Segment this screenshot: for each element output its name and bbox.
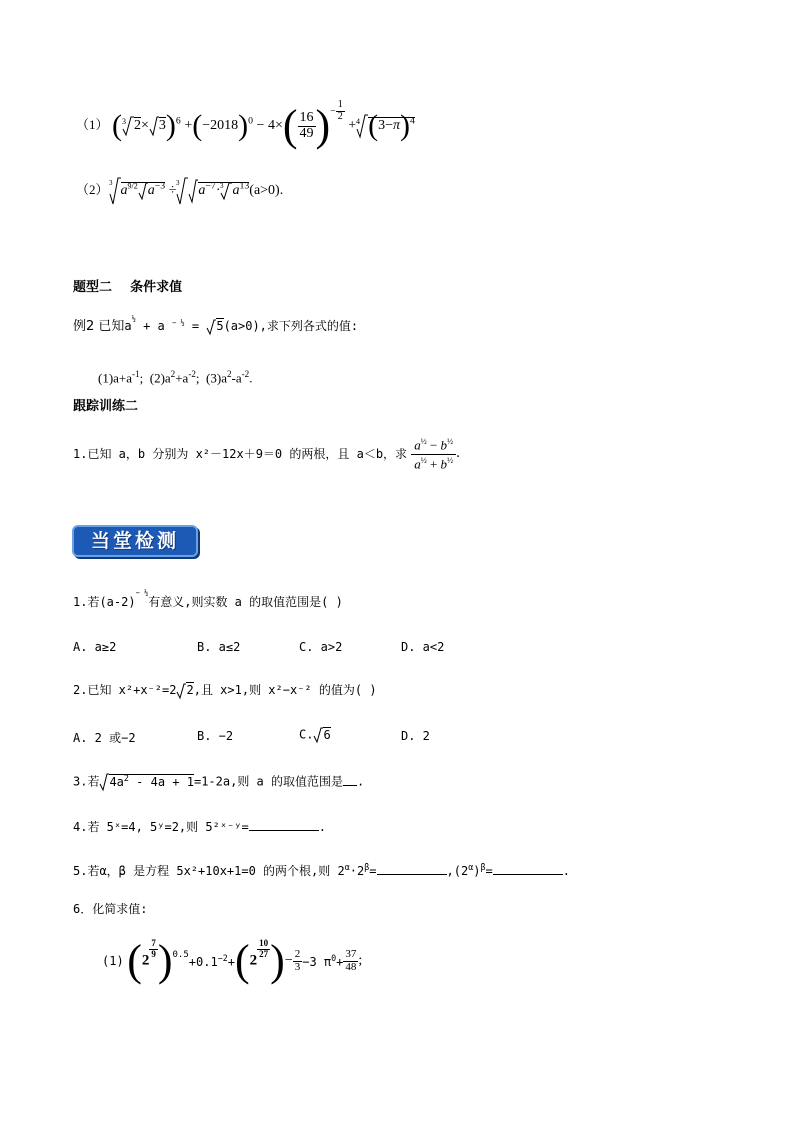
subpart-3: (3)a (206, 370, 227, 386)
quiz-q3: 3.若 $4a^2 - 4a + 1=1-2a$,则 a 的取值范围是 . (73, 772, 365, 789)
cube-root-sign (122, 115, 134, 137)
problem-2-label: （2） (76, 182, 109, 198)
quiz-q2-option-a[interactable]: A. 2 或−2 (73, 731, 136, 745)
in-class-check-banner (72, 525, 198, 557)
quiz-q1-head: 1.若(a-2) (73, 595, 136, 609)
quiz-q1-tail: 有意义,则实数 a 的取值范围是( ) (148, 595, 343, 609)
svg-text:3: 3 (122, 117, 127, 126)
quiz-q3-answer-blank[interactable] (343, 773, 357, 786)
example-2-label: 例2 已知 (73, 319, 125, 334)
example-2-condition: (a>0),求下列各式的值: (223, 319, 359, 333)
problem-1-label: （1） (76, 117, 109, 133)
quiz-q1-option-d[interactable]: D. a<2 (401, 640, 445, 654)
practice-q1-text: 1.已知 a，b 分别为 x²－12x＋9＝0 的两根，且 a＜b，求 (73, 446, 408, 461)
quiz-q5-head: 5.若α，β 是方程 5x²+10x+1=0 的两个根,则 2 (73, 864, 345, 878)
svg-text:3: 3 (176, 179, 180, 187)
problem-2: （2） 3 $a^{9/2}$ $a^{-3}$ ÷ 3 $a^{-7}\cdot$ 3 $a^{13}(a>0)$. (76, 176, 283, 206)
problem-1: （1） ( 3 $2\times 3)^6 +(-2018)^0 - 4\times$( $\frac{16}{49}$ )$^{- \frac{1}{2}}$ + 4 $(3-\pi)^4$ (76, 99, 415, 150)
quiz-q3-tail: =1-2a,则 a 的取值范围是 (193, 774, 344, 789)
quiz-q2: 2.已知 x²+x⁻²=2 2,且 x>1,则 x²−x⁻² 的值为( ) (73, 683, 377, 697)
quiz-q6-part1: (1) (2 $\frac{7}{9}$ )$^{0.5}+0.1^{-2}+(2$ $\frac{10}{27}$ )− $\frac{2}{3}$ −3 $\pi^0+$ $\frac{37}{48}$ ; (102, 936, 363, 985)
svg-text:3: 3 (220, 182, 224, 190)
example-2: 例2 已知$a^{\frac{1}{2}} + a$ $^{- \frac{1}{2}}$ = 5(a>0),求下列各式的值: (73, 315, 359, 334)
banner-label: 当堂检测 (90, 530, 179, 552)
quiz-q3-head: 3.若 (73, 774, 100, 789)
quiz-q5-mid: ,(2 (446, 864, 469, 878)
svg-text:3: 3 (108, 179, 113, 187)
quiz-q2-option-c-label: C. (299, 727, 314, 742)
svg-text:4: 4 (356, 117, 361, 126)
quiz-q1-option-b[interactable]: B. a≤2 (197, 640, 241, 654)
quiz-q5: 5.若α，β 是方程 5x²+10x+1=0 的两个根,则 $2^\alpha\cdot 2^\beta= ,(2^\alpha)^\beta=$ . (73, 862, 570, 878)
section-heading: 题型二 条件求值 (73, 280, 183, 295)
quiz-q1-option-c[interactable]: C. a>2 (299, 640, 343, 654)
quiz-q6: 6．化简求值: (73, 902, 148, 916)
quiz-q4-answer-blank[interactable] (249, 818, 319, 831)
quiz-q4-text: 4.若 5ˣ=4, 5ʸ=2,则 5²ˣ⁻ʸ= (73, 820, 249, 834)
subpart-1: (1)a+a (98, 370, 133, 386)
quiz-q2-head: 2.已知 x²+x⁻²=2 (73, 683, 177, 697)
problem-2-condition: (a>0). (249, 183, 284, 199)
quiz-q1: 1.若$(a-2)^{- \frac{1}{2}}$有意义,则实数 a 的取值范围是( ) (73, 589, 343, 609)
example-2-subparts: $(1)a+a^{-1}$; $(2)a^2+a^{-2}$; $(3)a^2-a^{-2}$. (98, 369, 253, 386)
quiz-q2-option-b[interactable]: B. −2 (197, 729, 234, 743)
quiz-q2-option-d[interactable]: D. 2 (401, 729, 430, 743)
quiz-q4: 4.若 5ˣ=4, 5ʸ=2,则 5²ˣ⁻ʸ= . (73, 820, 326, 834)
quiz-q2-option-c[interactable]: C. 6 (299, 727, 331, 742)
quiz-q6-part1-label: (1) (102, 954, 124, 968)
quiz-q1-option-a[interactable]: A. a≥2 (73, 640, 117, 654)
subpart-2: (2)a (149, 370, 171, 386)
quiz-q2-tail: ,且 x>1,则 x²−x⁻² 的值为( ) (193, 683, 377, 697)
practice-heading: 跟踪训练二 (73, 399, 139, 414)
quiz-q5-answer-blank-2[interactable] (493, 862, 563, 875)
quiz-q5-answer-blank-1[interactable] (377, 862, 447, 875)
practice-q1: 1.已知 a，b 分别为 x²－12x＋9＝0 的两根，且 a＜b，求 $\frac{a^{\frac{1}{2}} - b^{\frac{1}{2}}}{a^{\frac{1}{2}} + b^{\frac{1}{2}}}$ . (73, 437, 461, 472)
